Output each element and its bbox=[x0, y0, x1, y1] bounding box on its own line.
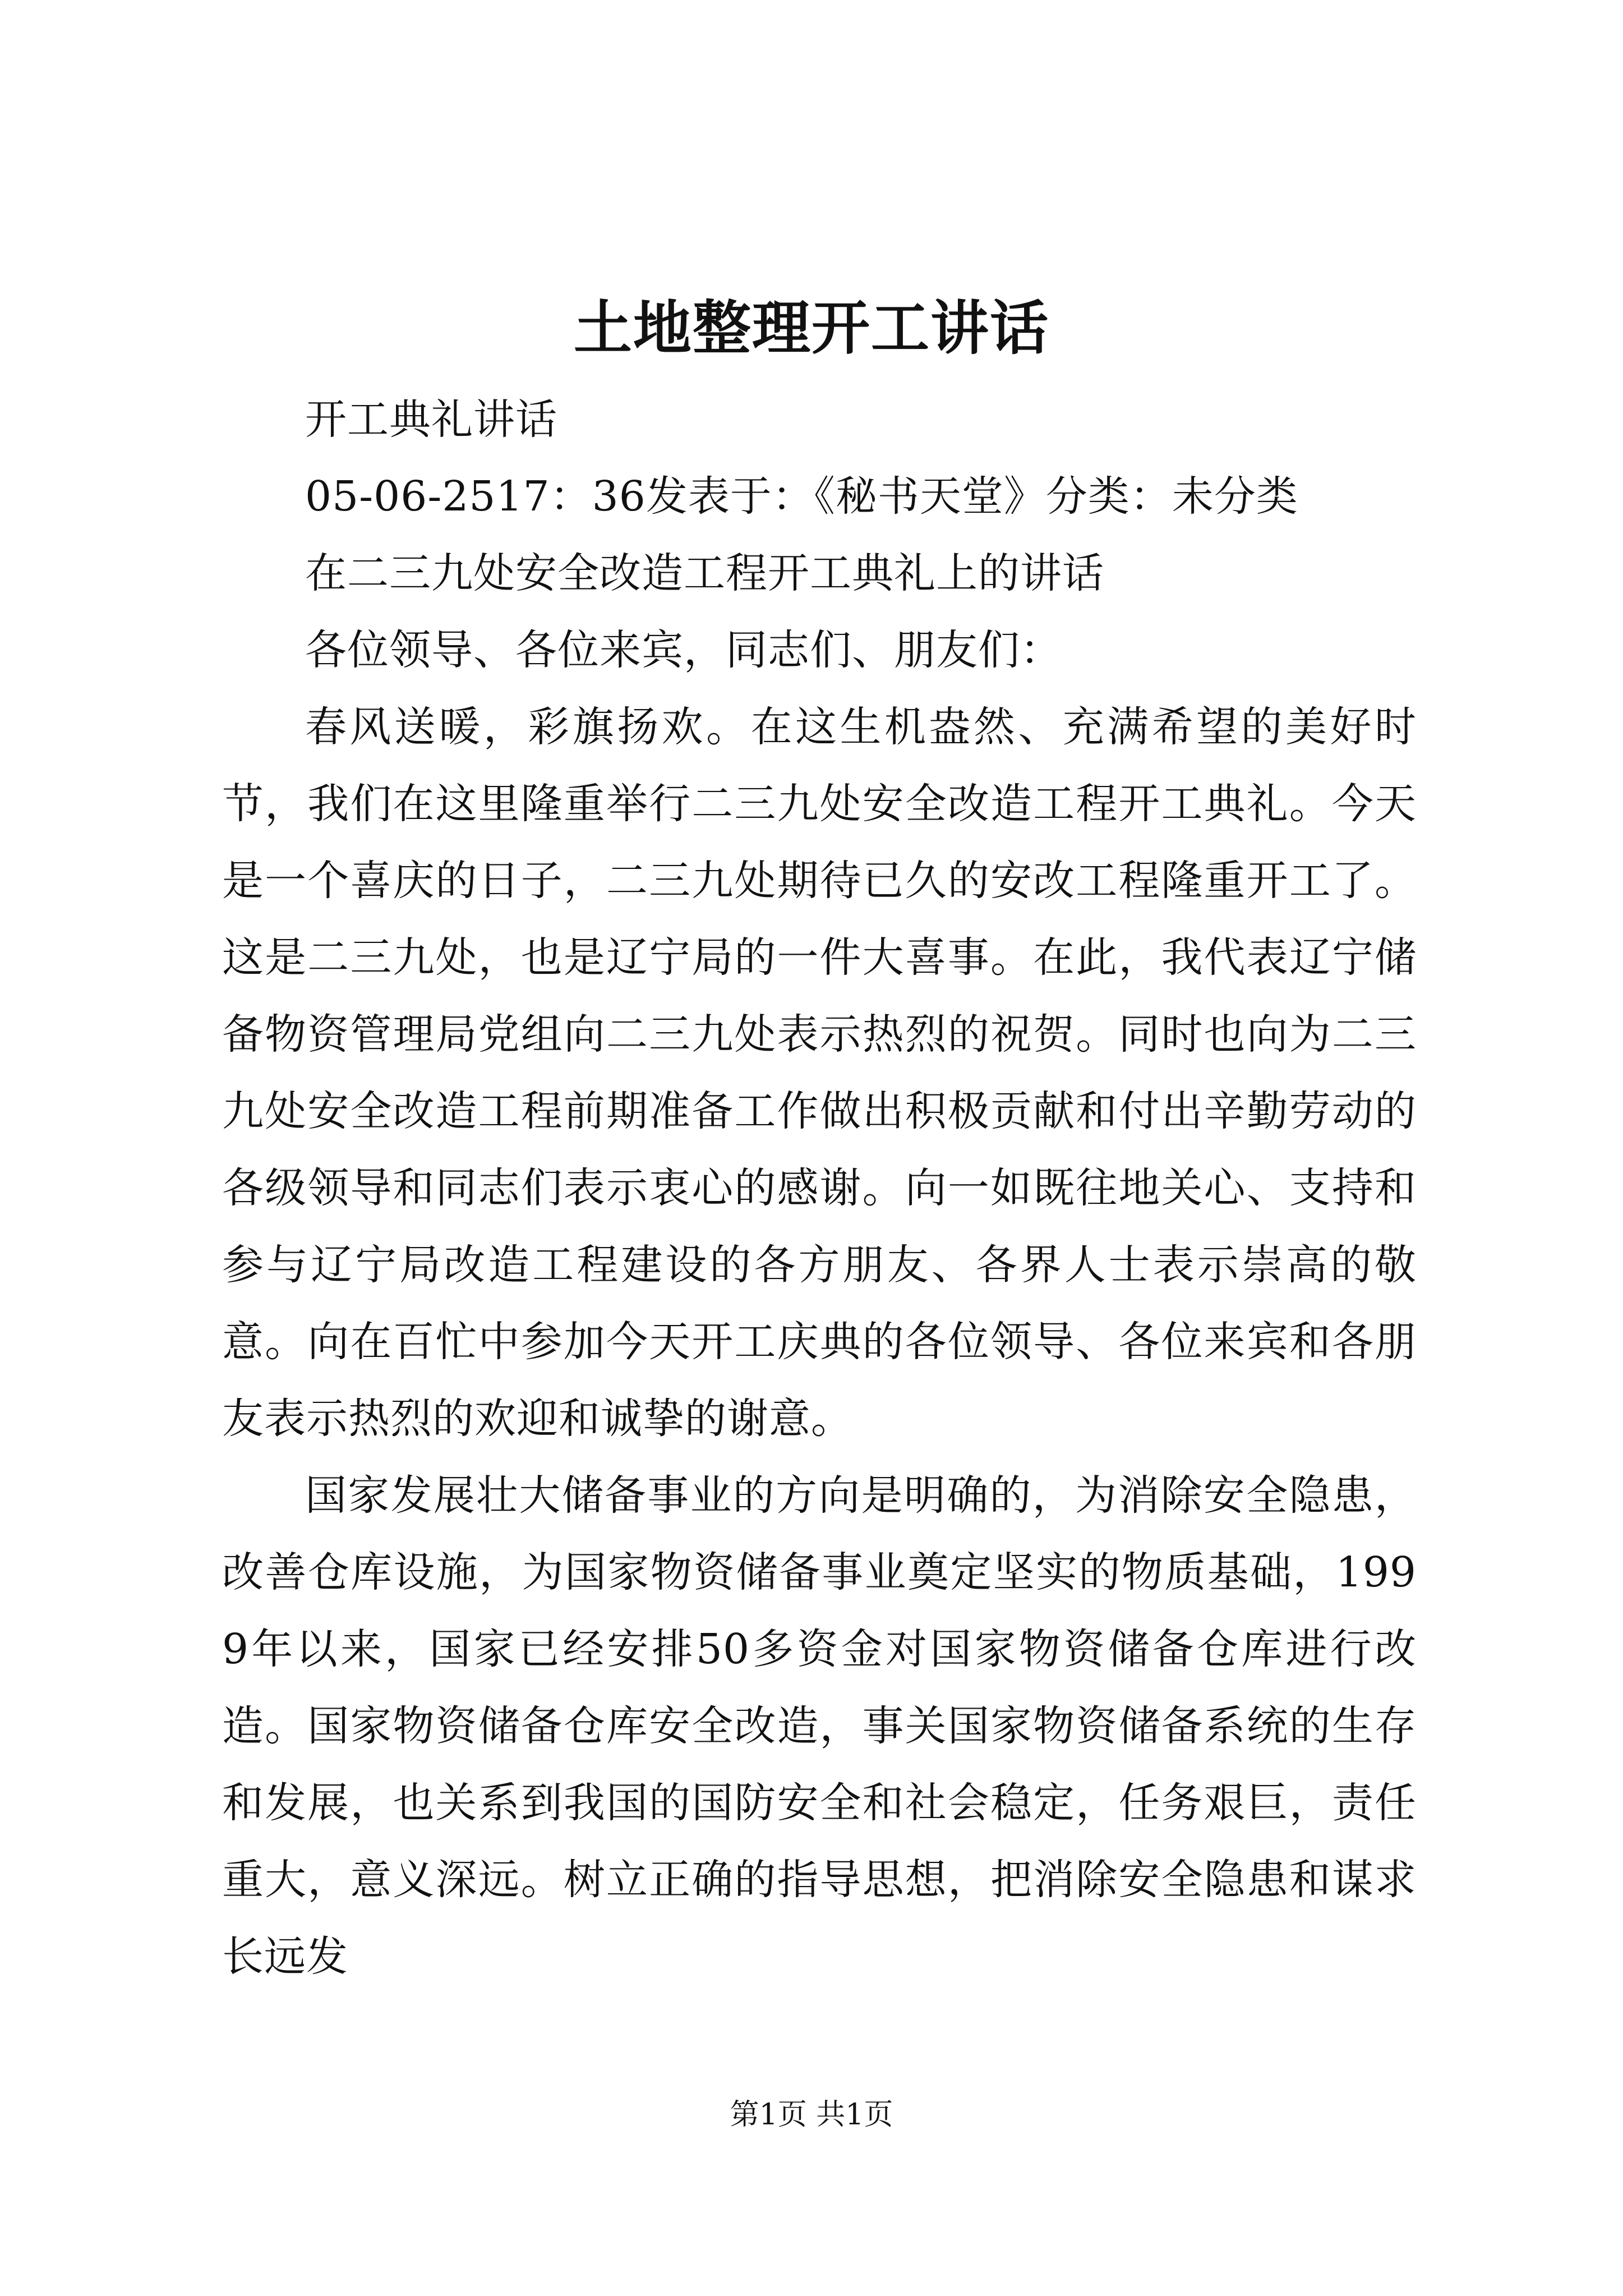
document-title: 土地整理开工讲话 bbox=[573, 293, 1049, 362]
paragraph-salutation: 各位领导、各位来宾，同志们、朋友们： bbox=[305, 626, 1062, 674]
paragraph-publish-info: 05-06-2517：36发表于：《秘书天堂》分类：未分类 bbox=[305, 472, 1298, 521]
document-body bbox=[222, 381, 1417, 1995]
page-footer: 第1页 共1页 bbox=[730, 2098, 893, 2132]
paragraph-speech-title: 在二三九处安全改造工程开工典礼上的讲话 bbox=[305, 549, 1104, 597]
paragraph-body: 国家发展壮大储备事业的方向是明确的，为消除安全隐患，改善仓库设施，为国家物资储备事业奠定坚实的物质基础，1999年以来，国家已经安排50多资金对国家物资储备仓库进行改造。国家物资储备仓库安全改造，事关国家物资储备系统的生存和发展，也关系到我国的国防安全和社会稳定，任务艰巨，责任重大，意义深远。树立正确的指导思想，把消除安全隐患和谋求长远发 bbox=[222, 1471, 1417, 1981]
paragraph-subtitle: 开工典礼讲话 bbox=[305, 395, 557, 444]
paragraph-body: 春风送暖，彩旗扬欢。在这生机盎然、充满希望的美好时节，我们在这里隆重举行二三九处安全改造工程开工典礼。今天是一个喜庆的日子，二三九处期待已久的安改工程隆重开工了。这是二三九处，也是辽宁局的一件大喜事。在此，我代表辽宁储备物资管理局党组向二三九处表示热烈的祝贺。同时也向为二三九处安全改造工程前期准备工作做出积极贡献和付出辛勤劳动的各级领导和同志们表示衷心的感谢。向一如既往地关心、支持和参与辽宁局改造工程建设的各方朋友、各界人士表示崇高的敬意。向在百忙中参加今天开工庆典的各位领导、各位来宾和各朋友表示热烈的欢迎和诚挚的谢意。 bbox=[222, 703, 1417, 1443]
